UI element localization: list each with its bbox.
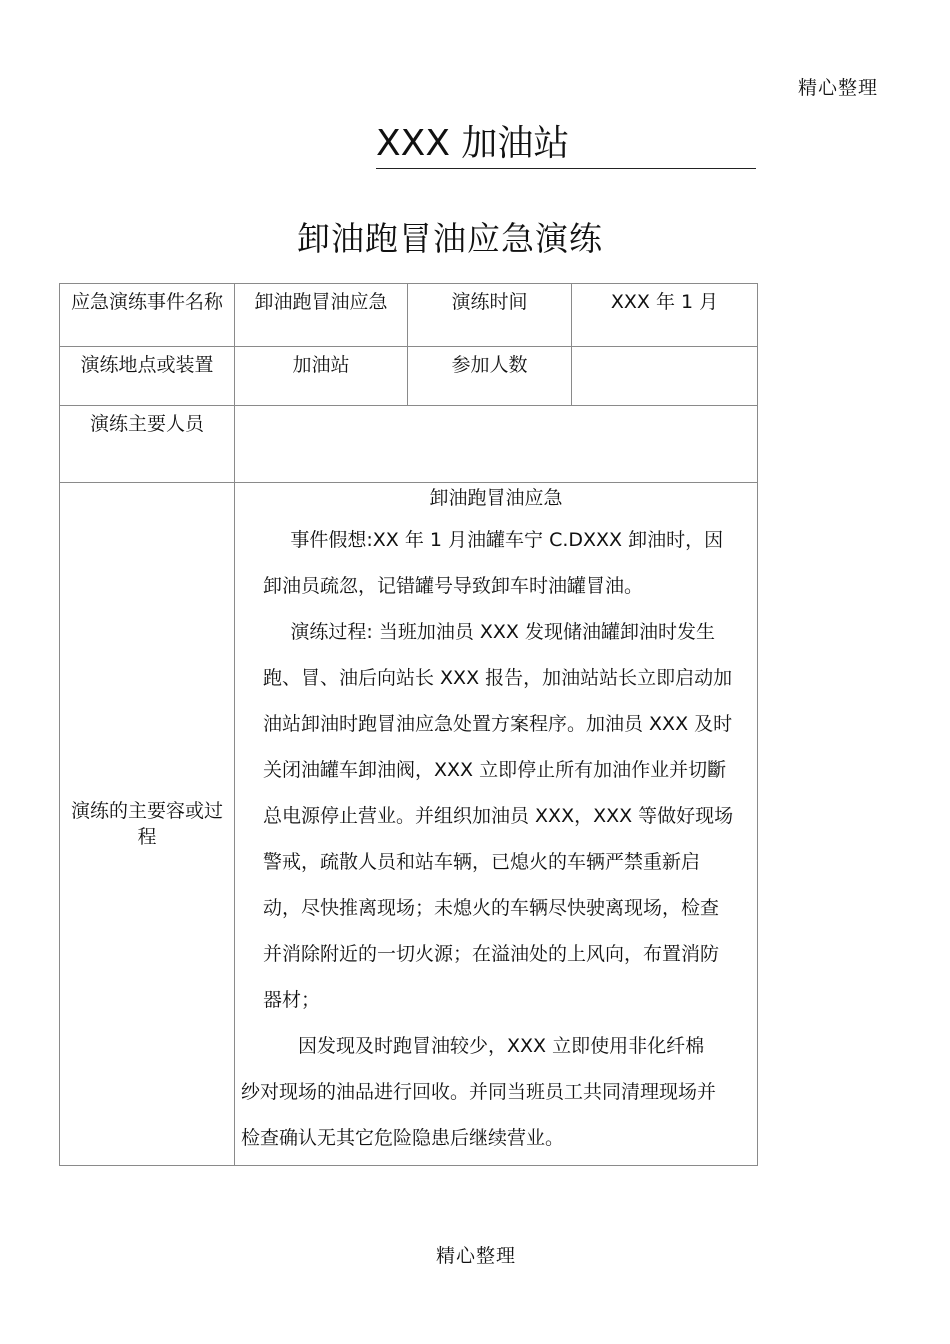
location-value: 加油站	[235, 347, 408, 406]
content-line: 并消除附近的一切火源；在溢油处的上风向，布置消防	[263, 943, 720, 965]
content-line: 检查确认无其它危险隐患后继续营业。	[241, 1127, 565, 1149]
personnel-label: 演练主要人员	[60, 406, 235, 483]
content-line: 纱对现场的油品进行回收。并同当班员工共同清理现场并	[241, 1081, 717, 1103]
personnel-value	[235, 406, 758, 483]
document-title: 卸油跑冒油应急演练	[297, 219, 603, 258]
table-row-location	[60, 347, 758, 406]
content-line: 关闭油罐车卸油阀，XXX 立即停止所有加油作业并切斷	[263, 759, 727, 781]
content-line: 总电源停止营业。并组织加油员 XXX，XXX 等做好现场	[263, 805, 734, 827]
table-row-personnel	[60, 406, 758, 483]
content-line: 警戒，疏散人员和站车辆，已熄火的车辆严禁重新启	[263, 851, 701, 873]
event-name-value: 卸油跑冒油应急	[235, 284, 408, 347]
participants-value	[572, 347, 758, 406]
drill-time-value: XXX 年 1 月	[572, 284, 758, 347]
content-line: 演练过程: 当班加油员 XXX 发现储油罐卸油时发生	[290, 621, 715, 643]
footer-note: 精心整理	[436, 1245, 517, 1267]
location-label: 演练地点或装置	[60, 347, 235, 406]
content-line: 卸油员疏忽，记错罐号导致卸车时油罐冒油。	[263, 575, 644, 597]
content-line: 事件假想:XX 年 1 月油罐车宁 C.DXXX 卸油时，因	[290, 529, 724, 551]
table-row-event	[60, 284, 758, 347]
station-title: XXX 加油站	[376, 120, 756, 169]
content-line: 动，尽快推离现场；未熄火的车辆尽快驶离现场，检查	[263, 897, 720, 919]
drill-time-label: 演练时间	[408, 284, 572, 347]
drill-info-table	[59, 283, 758, 1166]
table-row-content	[60, 483, 758, 1166]
participants-label: 参加人数	[408, 347, 572, 406]
content-subtitle: 卸油跑冒油应急	[429, 487, 563, 509]
content-label: 演练的主要容或过程	[60, 483, 235, 1166]
content-line: 油站卸油时跑冒油应急处置方案程序。加油员 XXX 及时	[263, 713, 733, 735]
content-line: 因发现及时跑冒油较少，XXX 立即使用非化纤棉	[298, 1035, 705, 1057]
content-line: 器材；	[263, 989, 321, 1011]
content-body	[235, 483, 758, 1166]
header-note: 精心整理	[798, 77, 879, 99]
content-line: 跑、冒、油后向站长 XXX 报告，加油站站长立即启动加	[263, 667, 733, 689]
event-name-label: 应急演练事件名称	[60, 284, 235, 347]
